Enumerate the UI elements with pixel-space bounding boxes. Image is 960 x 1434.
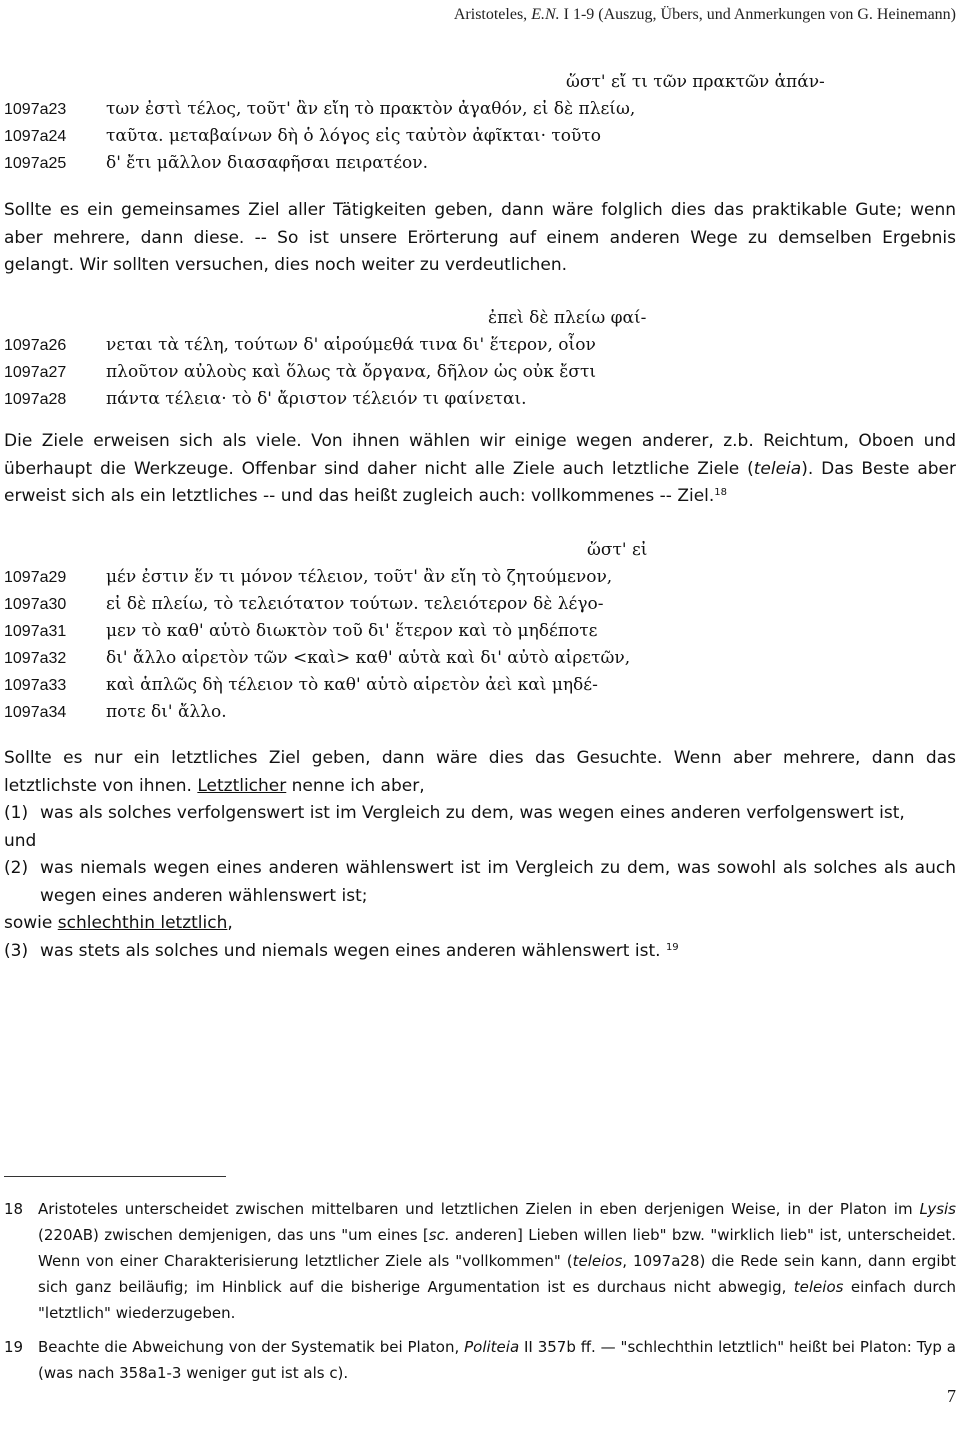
sowie-line	[4, 910, 956, 938]
line-ref: 1097a25	[4, 155, 67, 172]
line-ref: 1097a28	[4, 391, 67, 408]
greek-lead: ὥστ' εἴ τι τῶν πρακτῶν ἁπάν-	[566, 72, 825, 92]
footnote-text: Beachte die Abweichung von der Systematik bei Platon, Politeia II 357b ff. — "schlechthin letztlich" heißt bei Platon: Typ a (was nach 358a1-3 weniger gut ist als c).	[38, 1338, 956, 1382]
footnote-text: Aristoteles unterscheidet zwischen mittelbaren und letztlichen Zielen in eben derjenigen Weise, in der Platon im Lysis (220AB) zwischen demjenigen, das uns "um eines [sc. anderen] Lieben willen lieb" bzw. "wirklich lieb" ist, unterscheidet. Wenn von einer Charakterisierung letztlicher Ziele als "vollkommen" (teleios, 1097a28) die Rede sein kann, dann ergibt sich ganz beiläufig; im Hinblick auf die bisherige Argumentation ist es durchaus nicht abwegig, teleios einfach durch "letztlich" wiederzugeben.	[38, 1200, 956, 1322]
greek-line: μεν τὸ καθ' αὑτὸ διωκτὸν τοῦ δι' ἕτερον καὶ τὸ μηδέποτε	[106, 621, 598, 641]
line-ref: 1097a23	[4, 101, 67, 118]
item-number: (2)	[4, 858, 29, 878]
translation-paragraph-2	[4, 428, 956, 511]
translation-paragraph-3	[4, 745, 956, 965]
greek-line: καὶ ἁπλῶς δὴ τέλειον τὸ καθ' αὑτὸ αἱρετὸν ἀεὶ καὶ μηδέ-	[106, 675, 598, 695]
greek-line: δ' ἔτι μᾶλλον διασαφῆσαι πειρατέον.	[106, 153, 428, 173]
greek-line: δι' ἄλλο αἱρετὸν τῶν <καὶ> καθ' αὑτὰ καὶ δι' αὐτὸ αἱρετῶν,	[106, 648, 631, 668]
footnote-18	[4, 1196, 956, 1326]
line-ref: 1097a30	[4, 596, 67, 613]
item-number: (1)	[4, 803, 29, 823]
line-ref: 1097a27	[4, 364, 67, 381]
line-ref: 1097a26	[4, 337, 67, 354]
greek-line: ταῦτα. μεταβαίνων δὴ ὁ λόγος εἰς ταὐτὸν ἀφῖκται· τοῦτο	[106, 126, 601, 146]
greek-line: εἰ δὲ πλείω, τὸ τελειότατον τούτων. τελειότερον δὲ λέγο-	[106, 594, 604, 614]
footnote-19	[4, 1334, 956, 1386]
footnote-ref-18[interactable]: 18	[714, 487, 728, 498]
definition-item-1	[4, 800, 956, 828]
definition-intro	[4, 745, 956, 800]
greek-line: νεται τὰ τέλη, τούτων δ' αἱρούμεθά τινα δι' ἕτερον, οἷον	[106, 335, 596, 355]
header-work: E.N.	[531, 6, 560, 23]
definition-item-3	[4, 938, 956, 966]
intro-text-end: nenne ich aber,	[286, 775, 425, 796]
footnote-number: 18	[4, 1200, 24, 1218]
greek-lead: ἐπεὶ δὲ πλείω φαί-	[488, 308, 647, 328]
greek-passage-3	[0, 540, 960, 729]
greek-lead: ὥστ' εἰ	[587, 540, 648, 560]
footnote-number: 19	[4, 1338, 24, 1356]
greek-line: πλοῦτον αὐλοὺς καὶ ὅλως τὰ ὄργανα, δῆλον ὡς οὐκ ἔστι	[106, 362, 597, 382]
item-text: was stets als solches und niemals wegen eines anderen wählenswert ist.	[40, 940, 661, 961]
item-number: (3)	[4, 940, 29, 961]
header-author: Aristoteles,	[453, 6, 532, 23]
sowie-comma: ,	[227, 913, 233, 933]
translation-paragraph-1: Sollte es ein gemeinsames Ziel aller Tätigkeiten geben, dann wäre folglich dies das praktikable Gute; wenn aber mehrere, dann diese. -- So ist unsere Erörterung auf einem anderen Wege zu demselben Ergebnis gelangt. Wir sollten versuchen, dies noch weiter zu verdeutlichen.	[4, 200, 956, 275]
page-header	[454, 6, 956, 24]
item-text: was als solches verfolgenswert ist im Vergleich zu dem, was wegen eines anderen verfolgenswert ist,	[40, 803, 905, 823]
greek-passage-2	[0, 308, 960, 416]
footnote-separator	[4, 1176, 226, 1177]
definition-item-2	[4, 855, 956, 910]
footnote-ref-19[interactable]: 19	[665, 941, 679, 953]
para2-italic: teleia	[753, 458, 802, 479]
header-rest: I 1-9 (Auszug, Übers, und Anmerkungen von G. Heinemann)	[559, 6, 956, 23]
greek-line: ποτε δι' ἄλλο.	[106, 702, 227, 722]
line-ref: 1097a33	[4, 677, 67, 694]
page-number: 7	[947, 1386, 956, 1406]
term-schlechthin-letztlich: schlechthin letztlich	[57, 913, 228, 933]
greek-line: μέν ἐστιν ἕν τι μόνον τέλειον, τοῦτ' ἂν εἴη τὸ ζητούμενον,	[106, 567, 613, 587]
line-ref: 1097a29	[4, 569, 67, 586]
greek-passage-1	[0, 72, 960, 180]
line-ref: 1097a32	[4, 650, 67, 667]
sowie-text: sowie	[4, 913, 58, 933]
intro-text: Sollte es nur ein letztliches Ziel geben, dann wäre dies das Gesuchte. Wenn aber mehrere, dann das letztlichste von ihnen.	[4, 748, 956, 796]
greek-line: των ἐστὶ τέλος, τοῦτ' ἂν εἴη τὸ πρακτὸν ἀγαθόν, εἰ δὲ πλείω,	[106, 99, 636, 119]
line-ref: 1097a34	[4, 704, 67, 721]
line-ref: 1097a24	[4, 128, 67, 145]
line-ref: 1097a31	[4, 623, 67, 640]
para2-text-a: Die Ziele erweisen sich als viele. Von ihnen wählen wir einige wegen anderer, z.b. Reichtum, Oboen und überhaupt die Werkzeuge. Offenbar sind daher nicht alle Ziele auch letztliche Ziele (	[4, 431, 956, 479]
conjunction-und: und	[4, 830, 37, 851]
para2-text-b: ). Das Beste aber erweist sich als ein letztliches -- und das heißt zugleich auch: vollkommenes -- Ziel.	[4, 458, 957, 506]
greek-line: πάντα τέλεια· τὸ δ' ἄριστον τέλειόν τι φαίνεται.	[106, 389, 527, 409]
item-text: was niemals wegen eines anderen wählenswert ist im Vergleich zu dem, was sowohl als solches als auch wegen eines anderen wählenswert ist;	[40, 858, 956, 906]
term-letztlicher: Letztlicher	[197, 775, 287, 796]
